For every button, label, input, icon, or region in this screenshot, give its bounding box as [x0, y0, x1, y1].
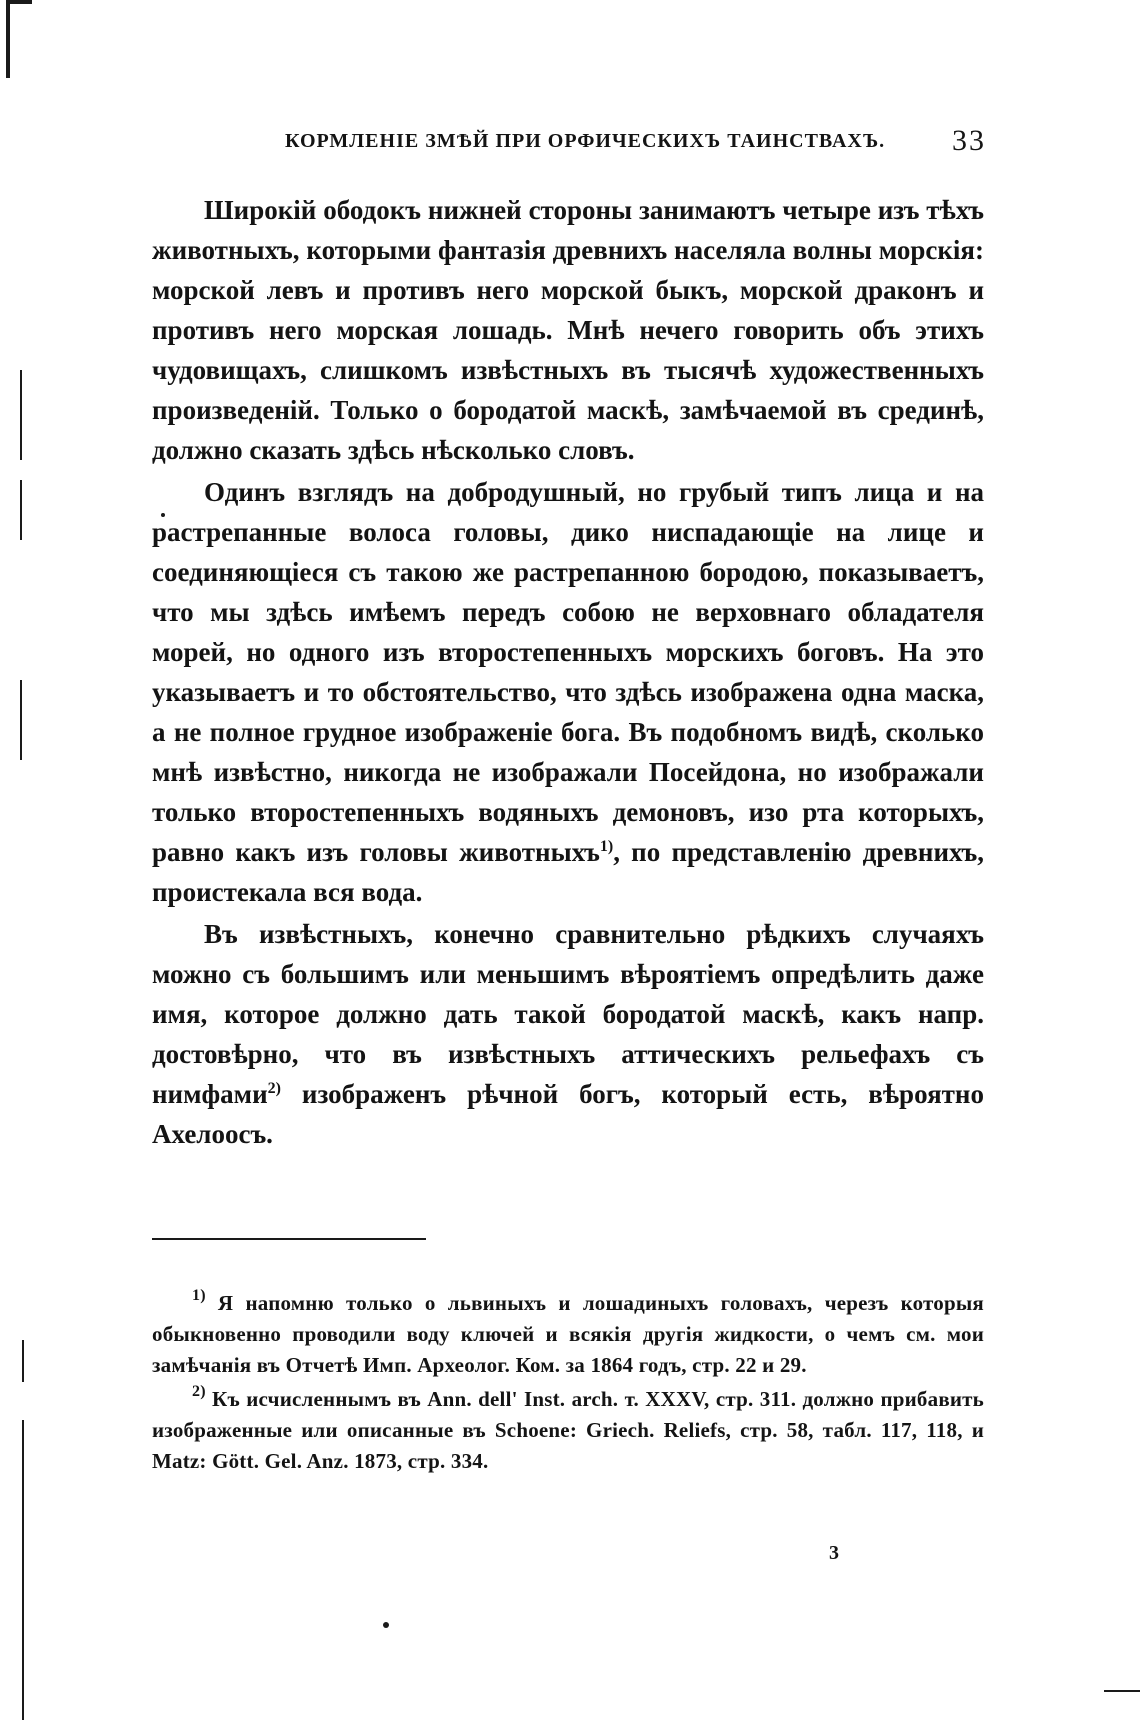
paragraph: [152, 190, 984, 470]
page-number: 33: [952, 124, 986, 157]
running-head: КОРМЛЕНІЕ ЗМѢЙ ПРИ ОРФИЧЕСКИХЪ ТАИНСТВАХЪ.: [285, 130, 886, 152]
paragraph-text: Въ извѣстныхъ, конечно сравнительно рѣдкихъ случаяхъ можно съ большимъ или меньшимъ вѣроятіемъ опредѣлить даже имя, которое должно дать такой бородатой маскѣ, какъ напр. достовѣрно, что въ извѣстныхъ аттическихъ рельефахъ съ нимфами: [152, 919, 984, 1109]
footnotes: [152, 1288, 984, 1477]
footnote: [152, 1384, 984, 1477]
scan-edge-mark: [20, 370, 22, 460]
scan-edge-mark: [6, 0, 32, 4]
paragraph: [152, 914, 984, 1154]
scan-edge-mark: [20, 480, 22, 540]
body-text: [152, 190, 984, 1154]
paragraph: [152, 472, 984, 912]
footnote-divider: [152, 1238, 426, 1240]
paragraph-text: , по представленію древнихъ, проистекала вся вода.: [152, 837, 984, 907]
scan-edge-mark: [20, 680, 22, 760]
scan-edge-mark: [22, 1420, 24, 1720]
scan-speck: [161, 513, 165, 517]
footnote: [152, 1288, 984, 1381]
scan-edge-mark: [22, 1340, 24, 1382]
footnote-ref[interactable]: 2): [267, 1080, 281, 1097]
paragraph-text: Широкій ободокъ нижней стороны занимаютъ четыре изъ тѣхъ животныхъ, которыми фантазія древнихъ населяла волны морскія: морской левъ и противъ него морской быкъ, морской драконъ и противъ него морская лошадь. Мнѣ нечего говорить объ этихъ чудовищахъ, слишкомъ извѣстныхъ въ тысячѣ художественныхъ произведеній. Только о бородатой маскѣ, замѣчаемой въ срединѣ, должно сказать здѣсь нѣсколько словъ.: [152, 195, 984, 465]
signature-mark: 3: [829, 1542, 839, 1564]
scan-speck: [383, 1622, 389, 1628]
paragraph-text: Одинъ взглядъ на добродушный, но грубый типъ лица и на растрепанные волоса головы, дико ниспадающіе на лице и соединяющіеся съ такою же растрепанною бородою, показываетъ, что мы здѣсь имѣемъ передъ собою не верховнаго обладателя морей, но одного изъ второстепенныхъ морскихъ боговъ. На это указываетъ и то обстоятельство, что здѣсь изображена одна маска, а не полное грудное изображеніе бога. Въ подобномъ видѣ, сколько мнѣ извѣстно, никогда не изображали Посейдона, но изображали только второстепенныхъ водяныхъ демоновъ, изо рта которыхъ, равно какъ изъ головы животныхъ: [152, 477, 984, 867]
footnote-text: Къ исчисленнымъ въ Ann. dell' Inst. arch. т. XXXV, стр. 311. должно прибавить изображенные или описанные въ Schoene: Griech. Reliefs, стр. 58, табл. 117, 118, и Matz: Gött. Gel. Anz. 1873, стр. 334.: [152, 1387, 984, 1473]
footnote-text: Я напомню только о львиныхъ и лошадиныхъ головахъ, черезъ которыя обыкновенно проводили воду ключей и всякія другія жидкости, о чемъ см. мои замѣчанія въ Отчетѣ Имп. Археолог. Ком. за 1864 годъ, стр. 22 и 29.: [152, 1291, 984, 1377]
footnote-marker: 1): [192, 1287, 206, 1304]
footnote-ref[interactable]: 1): [599, 838, 614, 855]
scan-edge-mark: [6, 0, 10, 78]
scan-edge-mark: [1104, 1690, 1140, 1692]
footnote-marker: 2): [192, 1383, 206, 1400]
paragraph-text: изображенъ рѣчной богъ, который есть, вѣроятно Ахелоосъ.: [152, 1079, 984, 1149]
